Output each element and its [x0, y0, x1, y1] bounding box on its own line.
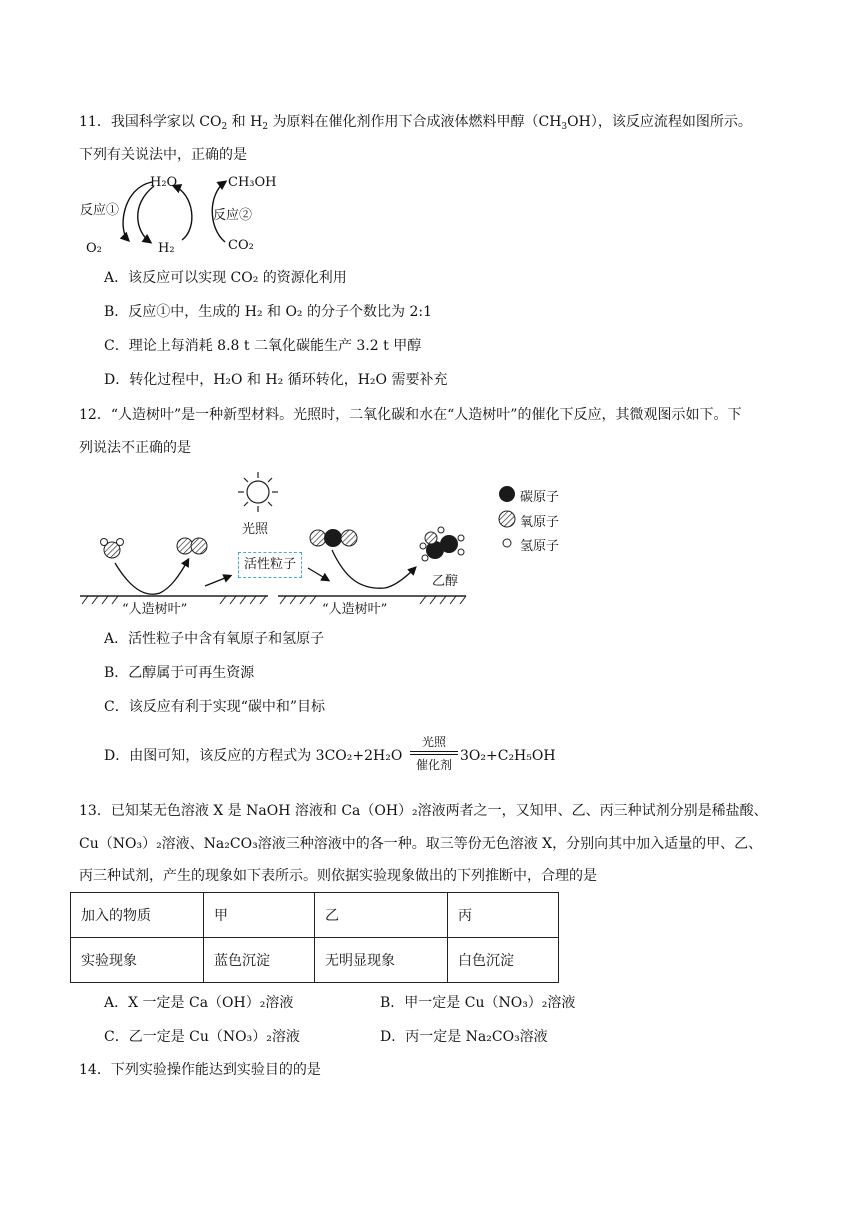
- label-light: 光照: [242, 522, 269, 537]
- q11-option-c: C．理论上每消耗 8.8 t 二氧化碳能生产 3.2 t 甲醇: [104, 338, 422, 354]
- table-cell: 甲: [204, 893, 315, 938]
- table-cell: 丙: [448, 893, 559, 938]
- q12-stem-line2: 列说法不正确的是: [79, 440, 191, 456]
- path-arrow-1b: [160, 560, 188, 593]
- label-h2o: H₂O: [150, 175, 178, 190]
- q12-option-c: C．该反应有利于实现“碳中和”目标: [104, 699, 326, 715]
- path-arrow-2b: [332, 550, 385, 588]
- table-cell: 无明显现象: [315, 938, 448, 983]
- legend-hydrogen-icon: [503, 539, 511, 547]
- active-particles-box: 活性粒子: [238, 552, 302, 578]
- label-leaf-2: “人造树叶”: [322, 602, 388, 617]
- q12-option-d-before: D．由图可知，该反应的方程式为 3CO₂+2H₂O: [104, 748, 403, 764]
- table-row: [71, 893, 559, 938]
- label-co2: CO₂: [228, 238, 254, 253]
- sun-icon: [238, 472, 278, 512]
- oxygen-molecule: [177, 538, 207, 554]
- q11-option-b: B．反应①中，生成的 H₂ 和 O₂ 的分子个数比为 2:1: [104, 304, 432, 320]
- q12-diagram-svg: [70, 468, 590, 616]
- q12-option-b: B．乙醇属于可再生资源: [104, 665, 255, 681]
- path-arrow-2a: [308, 568, 328, 580]
- q13-stem-line2: Cu（NO₃）₂溶液、Na₂CO₃溶液三种溶液中的各一种。取三等份无色溶液 X，分别向其中加入适量的甲、乙、: [79, 836, 763, 852]
- path-arrow-1a: [115, 563, 160, 594]
- q12-stem-line1: 12．“人造树叶”是一种新型材料。光照时，二氧化碳和水在“人造树叶”的催化下反应，其微观图示如下。下: [79, 407, 742, 423]
- table-cell: 加入的物质: [71, 893, 204, 938]
- q13-stem-line1: 13．已知某无色溶液 X 是 NaOH 溶液和 Ca（OH）₂溶液两者之一，又知甲、乙、丙三种试剂分别是稀盐酸、: [79, 803, 768, 819]
- ethanol-molecule: [420, 527, 464, 561]
- equals-sign: [410, 751, 458, 755]
- water-molecule: [101, 539, 124, 559]
- table-cell: 乙: [315, 893, 448, 938]
- q11-option-d: D．转化过程中，H₂O 和 H₂ 循环转化，H₂O 需要补充: [104, 372, 448, 388]
- label-leaf-1: “人造树叶”: [122, 602, 188, 617]
- table-row: [71, 938, 559, 983]
- label-ethanol: 乙醇: [432, 574, 459, 589]
- q13-option-d: D．丙一定是 Na₂CO₃溶液: [380, 1029, 548, 1045]
- label-reaction-2: 反应②: [213, 208, 253, 223]
- q11-stem-line1: 11．我国科学家以 $CO_2$ 和 $H_2$ 为原料在催化剂作用下合成液体燃料甲醇$(CH_3OH)$，该反应流程如图所示。: [79, 114, 752, 132]
- table-cell: 实验现象: [71, 938, 204, 983]
- condition-bottom: 催化剂: [415, 758, 452, 772]
- q12-option-d-condition: [410, 733, 458, 773]
- table-cell: 白色沉淀: [448, 938, 559, 983]
- legend-oxygen-icon: [499, 511, 515, 527]
- q13-experiment-table: [70, 892, 559, 983]
- path-arrow-2c: [385, 568, 415, 588]
- label-ch3oh: CH₃OH: [228, 175, 277, 190]
- legend-carbon-icon: [499, 486, 515, 502]
- table-cell: 蓝色沉淀: [204, 938, 315, 983]
- co2-molecule: [310, 529, 357, 547]
- condition-top: 光照: [421, 735, 446, 749]
- q12-option-d-after: 3O₂+C₂H₅OH: [460, 748, 556, 764]
- q13-option-c: C．乙一定是 Cu（NO₃）₂溶液: [104, 1029, 300, 1045]
- q11-stem-line2: 下列有关说法中，正确的是: [79, 147, 247, 163]
- q11-option-a: A．该反应可以实现 CO₂ 的资源化利用: [104, 270, 347, 286]
- q13-option-b: B．甲一定是 Cu（NO₃）₂溶液: [380, 995, 576, 1011]
- q14-stem: 14．下列实验操作能达到实验目的的是: [79, 1062, 321, 1078]
- legend-hydrogen-label: 氢原子: [520, 539, 560, 554]
- legend-carbon-label: 碳原子: [520, 490, 560, 505]
- q13-stem-line3: 丙三种试剂，产生的现象如下表所示。则依据实验现象做出的下列推断中，合理的是: [79, 868, 597, 884]
- legend-oxygen-label: 氧原子: [520, 515, 560, 530]
- label-h2: H₂: [158, 241, 175, 256]
- cycle-arrow-h2o-to-h2: [138, 186, 154, 242]
- label-o2: O₂: [86, 241, 102, 256]
- q12-option-a: A．活性粒子中含有氧原子和氢原子: [104, 631, 325, 647]
- label-reaction-1: 反应①: [80, 203, 120, 218]
- path-arrow-1c: [205, 576, 230, 586]
- q13-option-a: A．X 一定是 Ca（OH）₂溶液: [104, 995, 294, 1011]
- cycle-arrow-h2-to-h2o: [174, 186, 192, 240]
